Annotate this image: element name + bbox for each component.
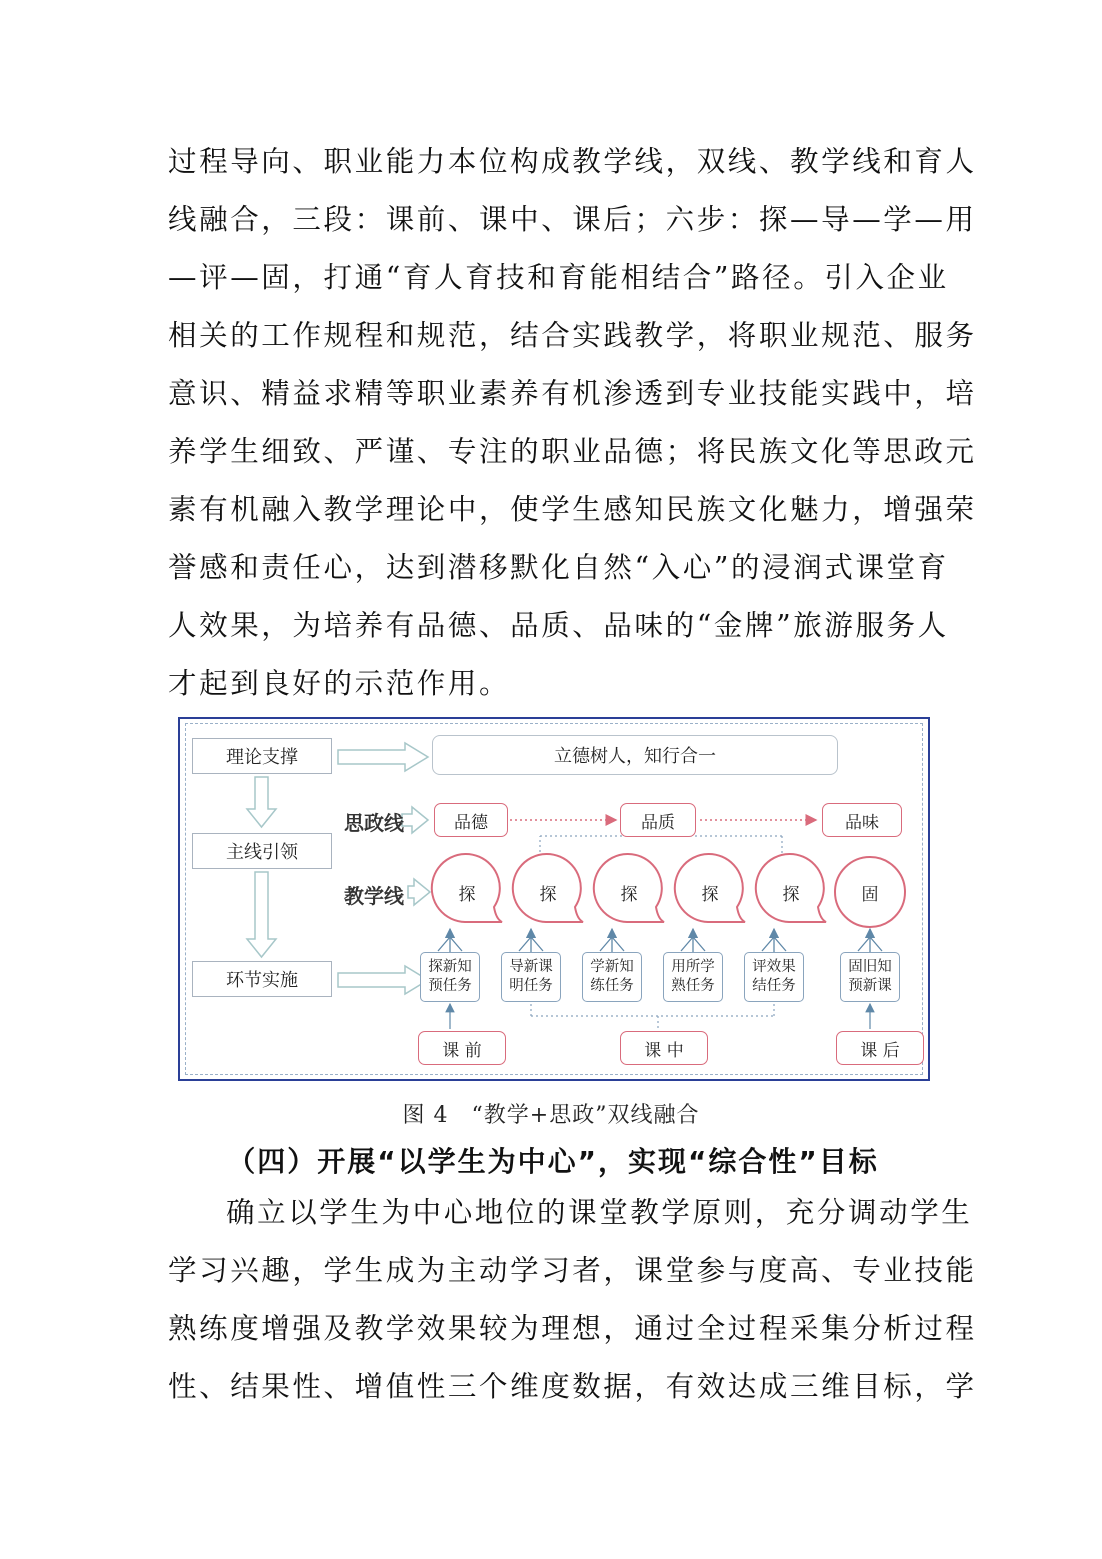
quality-box-pinzhi: 品质	[620, 803, 696, 837]
text-line: 线融合，三段：课前、课中、课后；六步：探—导—学—用	[168, 203, 977, 236]
step-circle-label: 探	[782, 884, 800, 905]
task-box	[582, 952, 642, 1002]
goal-box: 立德树人，知行合一	[432, 735, 838, 775]
phase-box-before: 课 前	[418, 1031, 506, 1065]
text-line: —评—固，打通“育人育技和育能相结合”路径。引入企业	[168, 261, 949, 294]
step-circle-label: 探	[539, 884, 557, 905]
left-box-theory: 理论支撑	[192, 738, 332, 774]
quality-box-pinde: 品德	[434, 803, 508, 837]
task-line: 学新知	[590, 959, 634, 975]
task-line: 预新课	[848, 978, 892, 994]
quality-box-pinwei: 品味	[822, 803, 902, 837]
task-line: 结任务	[752, 978, 796, 994]
text-line: 过程导向、职业能力本位构成教学线，双线、教学线和育人	[168, 145, 977, 178]
task-line: 导新课	[509, 959, 553, 975]
sizheng-line-label: 思政线	[344, 811, 404, 835]
text-line: 相关的工作规程和规范，结合实践教学，将职业规范、服务	[168, 319, 977, 352]
step-circle-label: 探	[620, 884, 638, 905]
task-line: 预任务	[428, 978, 472, 994]
left-box-mainline: 主线引领	[192, 833, 332, 869]
hollow-arrow-right	[338, 743, 428, 994]
text-line: 素有机融入教学理论中，使学生感知民族文化魅力，增强荣	[168, 493, 977, 526]
jiaoxue-line-label: 教学线	[344, 884, 404, 908]
task-line: 练任务	[590, 978, 634, 994]
step-circle-label: 探	[458, 884, 476, 905]
step-circle-label: 探	[701, 884, 719, 905]
text-line: 学习兴趣，学生成为主动学习者，课堂参与度高、专业技能	[168, 1254, 977, 1287]
text-line: 意识、精益求精等职业素养有机渗透到专业技能实践中，培	[168, 377, 977, 410]
task-line: 熟任务	[671, 978, 715, 994]
section-heading: （四）开展“以学生为中心”，实现“综合性”目标	[227, 1145, 879, 1178]
left-box-implementation: 环节实施	[192, 961, 332, 997]
task-box	[501, 952, 561, 1002]
text-line: 确立以学生为中心地位的课堂教学原则，充分调动学生	[226, 1196, 973, 1229]
text-line: 养学生细致、严谨、专注的职业品德；将民族文化等思政元	[168, 435, 977, 468]
step-circle-label: 固	[861, 884, 879, 905]
task-line: 明任务	[509, 978, 553, 994]
text-line: 性、结果性、增值性三个维度数据，有效达成三维目标，学	[168, 1370, 977, 1403]
hollow-arrow-right	[402, 807, 430, 905]
text-line: 熟练度增强及教学效果较为理想，通过全过程采集分析过程	[168, 1312, 977, 1345]
figure-caption: 图 4 “教学+思政”双线融合	[402, 1103, 700, 1128]
phase-box-after: 课 后	[836, 1031, 924, 1065]
task-box	[420, 952, 480, 1002]
text-line: 誉感和责任心，达到潜移默化自然“入心”的浸润式课堂育	[168, 551, 949, 584]
figure-dual-line-diagram	[178, 717, 930, 1081]
body-paragraph-1	[168, 133, 977, 713]
text-line: 才起到良好的示范作用。	[168, 667, 511, 700]
text-line: 人效果，为培养有品德、品质、品味的“金牌”旅游服务人	[168, 609, 949, 642]
task-box	[840, 952, 900, 1002]
task-line: 固旧知	[848, 959, 892, 975]
task-box	[663, 952, 723, 1002]
task-box	[744, 952, 804, 1002]
body-paragraph-2	[168, 1184, 977, 1416]
phase-box-during: 课 中	[620, 1031, 708, 1065]
task-line: 评效果	[752, 959, 796, 975]
task-line: 探新知	[428, 959, 472, 975]
task-line: 用所学	[671, 959, 715, 975]
